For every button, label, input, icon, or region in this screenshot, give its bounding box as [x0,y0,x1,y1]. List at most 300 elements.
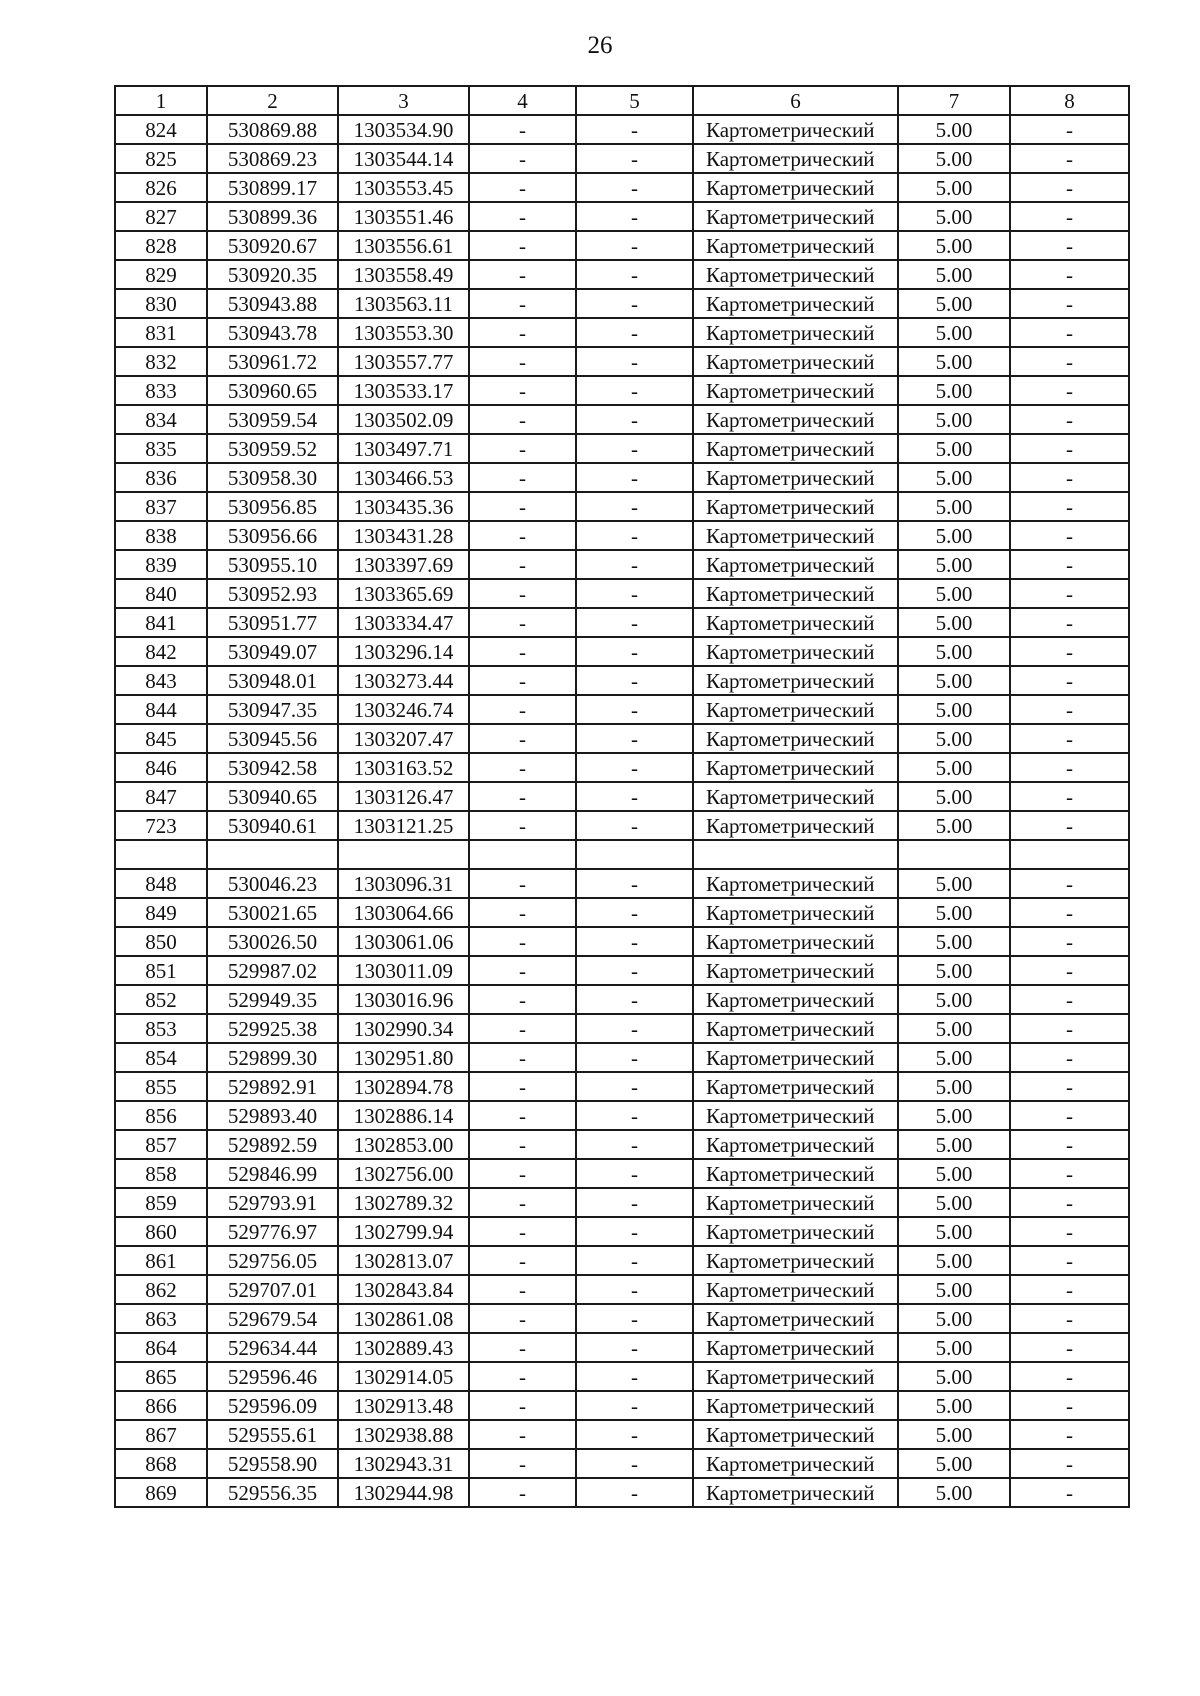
method-cell: Картометрический [693,1391,898,1420]
column-5-cell: - [576,405,693,434]
point-number-cell: 846 [115,753,207,782]
column-5-cell: - [576,1130,693,1159]
y-coordinate-cell: 1302843.84 [338,1275,469,1304]
x-coordinate-cell: 529756.05 [207,1246,338,1275]
column-4-cell: - [469,115,576,144]
y-coordinate-cell: 1303273.44 [338,666,469,695]
point-number-cell: 867 [115,1420,207,1449]
y-coordinate-cell: 1302894.78 [338,1072,469,1101]
column-header: 1 [115,86,207,115]
column-4-cell: - [469,1217,576,1246]
table-row [115,405,1129,434]
table-row [115,115,1129,144]
y-coordinate-cell: 1303016.96 [338,985,469,1014]
table-row [115,521,1129,550]
table-body [115,115,1129,1507]
point-number-cell: 833 [115,376,207,405]
point-number-cell: 863 [115,1304,207,1333]
point-number-cell: 859 [115,1188,207,1217]
column-8-cell: - [1010,1391,1129,1420]
table-row [115,1130,1129,1159]
column-5-cell: - [576,927,693,956]
table-row [115,579,1129,608]
point-number-cell: 831 [115,318,207,347]
accuracy-cell [898,840,1010,869]
point-number-cell: 840 [115,579,207,608]
y-coordinate-cell: 1303553.30 [338,318,469,347]
column-5-cell [576,840,693,869]
accuracy-cell: 5.00 [898,1420,1010,1449]
accuracy-cell: 5.00 [898,463,1010,492]
point-number-cell: 837 [115,492,207,521]
column-4-cell: - [469,724,576,753]
column-5-cell: - [576,608,693,637]
x-coordinate-cell [207,840,338,869]
y-coordinate-cell: 1303207.47 [338,724,469,753]
column-4-cell: - [469,231,576,260]
column-8-cell: - [1010,521,1129,550]
column-4-cell: - [469,1246,576,1275]
y-coordinate-cell: 1302756.00 [338,1159,469,1188]
x-coordinate-cell: 529987.02 [207,956,338,985]
accuracy-cell: 5.00 [898,1333,1010,1362]
column-4-cell: - [469,521,576,550]
table-row [115,492,1129,521]
table-row [115,724,1129,753]
column-8-cell: - [1010,608,1129,637]
table-row [115,1478,1129,1507]
y-coordinate-cell: 1303061.06 [338,927,469,956]
x-coordinate-cell: 529596.09 [207,1391,338,1420]
table-row [115,1072,1129,1101]
x-coordinate-cell: 530947.35 [207,695,338,724]
accuracy-cell: 5.00 [898,492,1010,521]
accuracy-cell: 5.00 [898,811,1010,840]
column-4-cell: - [469,695,576,724]
method-cell: Картометрический [693,811,898,840]
y-coordinate-cell: 1302886.14 [338,1101,469,1130]
accuracy-cell: 5.00 [898,405,1010,434]
accuracy-cell: 5.00 [898,637,1010,666]
method-cell: Картометрический [693,1449,898,1478]
method-cell: Картометрический [693,1014,898,1043]
column-4-cell [469,840,576,869]
column-8-cell: - [1010,376,1129,405]
table-row [115,956,1129,985]
x-coordinate-cell: 530949.07 [207,637,338,666]
accuracy-cell: 5.00 [898,1188,1010,1217]
point-number-cell: 847 [115,782,207,811]
x-coordinate-cell: 529893.40 [207,1101,338,1130]
accuracy-cell: 5.00 [898,579,1010,608]
accuracy-cell: 5.00 [898,521,1010,550]
x-coordinate-cell: 529925.38 [207,1014,338,1043]
column-8-cell: - [1010,869,1129,898]
column-5-cell: - [576,1217,693,1246]
column-5-cell: - [576,434,693,463]
y-coordinate-cell: 1302944.98 [338,1478,469,1507]
column-8-cell: - [1010,927,1129,956]
column-5-cell: - [576,956,693,985]
column-4-cell: - [469,637,576,666]
method-cell: Картометрический [693,434,898,463]
point-number-cell: 860 [115,1217,207,1246]
x-coordinate-cell: 530026.50 [207,927,338,956]
y-coordinate-cell [338,840,469,869]
y-coordinate-cell: 1303334.47 [338,608,469,637]
column-4-cell: - [469,869,576,898]
x-coordinate-cell: 529555.61 [207,1420,338,1449]
x-coordinate-cell: 530869.88 [207,115,338,144]
column-4-cell: - [469,1130,576,1159]
accuracy-cell: 5.00 [898,1159,1010,1188]
point-number-cell: 866 [115,1391,207,1420]
y-coordinate-cell: 1303557.77 [338,347,469,376]
point-number-cell: 861 [115,1246,207,1275]
column-8-cell: - [1010,985,1129,1014]
accuracy-cell: 5.00 [898,115,1010,144]
x-coordinate-cell: 529776.97 [207,1217,338,1246]
table-row [115,608,1129,637]
point-number-cell: 864 [115,1333,207,1362]
column-8-cell: - [1010,289,1129,318]
point-number-cell: 851 [115,956,207,985]
table-row [115,1188,1129,1217]
column-5-cell: - [576,1188,693,1217]
column-8-cell: - [1010,492,1129,521]
column-5-cell: - [576,637,693,666]
x-coordinate-cell: 530899.17 [207,173,338,202]
method-cell: Картометрический [693,1304,898,1333]
column-4-cell: - [469,260,576,289]
column-8-cell: - [1010,434,1129,463]
column-5-cell: - [576,898,693,927]
accuracy-cell: 5.00 [898,1014,1010,1043]
method-cell: Картометрический [693,666,898,695]
x-coordinate-cell: 530920.35 [207,260,338,289]
column-header: 4 [469,86,576,115]
method-cell [693,840,898,869]
y-coordinate-cell: 1303163.52 [338,753,469,782]
point-number-cell: 826 [115,173,207,202]
column-5-cell: - [576,376,693,405]
x-coordinate-cell: 529892.91 [207,1072,338,1101]
column-4-cell: - [469,463,576,492]
column-5-cell: - [576,1014,693,1043]
accuracy-cell: 5.00 [898,1130,1010,1159]
point-number-cell: 841 [115,608,207,637]
column-8-cell: - [1010,1043,1129,1072]
point-number-cell: 850 [115,927,207,956]
table-row [115,173,1129,202]
column-8-cell: - [1010,1362,1129,1391]
method-cell: Картометрический [693,782,898,811]
y-coordinate-cell: 1303563.11 [338,289,469,318]
column-8-cell: - [1010,1304,1129,1333]
x-coordinate-cell: 530956.85 [207,492,338,521]
column-5-cell: - [576,1478,693,1507]
y-coordinate-cell: 1303126.47 [338,782,469,811]
y-coordinate-cell: 1302853.00 [338,1130,469,1159]
table-row [115,1449,1129,1478]
column-8-cell: - [1010,1420,1129,1449]
column-4-cell: - [469,1101,576,1130]
x-coordinate-cell: 530945.56 [207,724,338,753]
accuracy-cell: 5.00 [898,144,1010,173]
table-row [115,1217,1129,1246]
column-8-cell: - [1010,260,1129,289]
point-number-cell: 844 [115,695,207,724]
column-5-cell: - [576,115,693,144]
column-4-cell: - [469,376,576,405]
method-cell: Картометрический [693,1130,898,1159]
column-4-cell: - [469,1362,576,1391]
x-coordinate-cell: 530961.72 [207,347,338,376]
table-row [115,898,1129,927]
point-number-cell: 830 [115,289,207,318]
table-row [115,376,1129,405]
table-row [115,840,1129,869]
table-row [115,1159,1129,1188]
column-5-cell: - [576,1449,693,1478]
y-coordinate-cell: 1303534.90 [338,115,469,144]
point-number-cell: 849 [115,898,207,927]
column-5-cell: - [576,811,693,840]
method-cell: Картометрический [693,521,898,550]
method-cell: Картометрический [693,608,898,637]
method-cell: Картометрический [693,1333,898,1362]
column-5-cell: - [576,463,693,492]
table-row [115,144,1129,173]
y-coordinate-cell: 1303435.36 [338,492,469,521]
x-coordinate-cell: 530958.30 [207,463,338,492]
y-coordinate-cell: 1302789.32 [338,1188,469,1217]
point-number-cell: 825 [115,144,207,173]
column-8-cell: - [1010,1159,1129,1188]
column-8-cell: - [1010,1188,1129,1217]
method-cell: Картометрический [693,550,898,579]
table-row [115,318,1129,347]
y-coordinate-cell: 1302889.43 [338,1333,469,1362]
table-row [115,260,1129,289]
column-5-cell: - [576,1043,693,1072]
method-cell: Картометрический [693,1246,898,1275]
column-5-cell: - [576,289,693,318]
point-number-cell: 852 [115,985,207,1014]
x-coordinate-cell: 529558.90 [207,1449,338,1478]
column-8-cell: - [1010,1449,1129,1478]
accuracy-cell: 5.00 [898,956,1010,985]
column-4-cell: - [469,1420,576,1449]
y-coordinate-cell: 1303365.69 [338,579,469,608]
column-8-cell: - [1010,637,1129,666]
x-coordinate-cell: 529679.54 [207,1304,338,1333]
column-4-cell: - [469,1072,576,1101]
column-8-cell: - [1010,1072,1129,1101]
x-coordinate-cell: 529793.91 [207,1188,338,1217]
column-5-cell: - [576,985,693,1014]
column-8-cell: - [1010,347,1129,376]
column-4-cell: - [469,608,576,637]
point-number-cell: 827 [115,202,207,231]
x-coordinate-cell: 530951.77 [207,608,338,637]
point-number-cell: 862 [115,1275,207,1304]
y-coordinate-cell: 1302861.08 [338,1304,469,1333]
method-cell: Картометрический [693,985,898,1014]
column-8-cell: - [1010,173,1129,202]
x-coordinate-cell: 529892.59 [207,1130,338,1159]
column-8-cell: - [1010,144,1129,173]
column-header: 2 [207,86,338,115]
column-8-cell: - [1010,1217,1129,1246]
column-8-cell: - [1010,1246,1129,1275]
method-cell: Картометрический [693,1159,898,1188]
column-header: 7 [898,86,1010,115]
x-coordinate-cell: 530046.23 [207,869,338,898]
column-5-cell: - [576,347,693,376]
column-5-cell: - [576,1246,693,1275]
column-4-cell: - [469,1043,576,1072]
accuracy-cell: 5.00 [898,202,1010,231]
method-cell: Картометрический [693,376,898,405]
x-coordinate-cell: 529949.35 [207,985,338,1014]
table-row [115,666,1129,695]
point-number-cell: 829 [115,260,207,289]
accuracy-cell: 5.00 [898,1217,1010,1246]
y-coordinate-cell: 1302990.34 [338,1014,469,1043]
accuracy-cell: 5.00 [898,1449,1010,1478]
column-5-cell: - [576,1333,693,1362]
table-row [115,695,1129,724]
y-coordinate-cell: 1302938.88 [338,1420,469,1449]
column-5-cell: - [576,666,693,695]
accuracy-cell: 5.00 [898,550,1010,579]
method-cell: Картометрический [693,1478,898,1507]
accuracy-cell: 5.00 [898,1101,1010,1130]
x-coordinate-cell: 530943.78 [207,318,338,347]
column-4-cell: - [469,492,576,521]
table-row [115,1101,1129,1130]
table-row [115,231,1129,260]
column-4-cell: - [469,898,576,927]
column-5-cell: - [576,492,693,521]
accuracy-cell: 5.00 [898,1043,1010,1072]
method-cell: Картометрический [693,289,898,318]
column-5-cell: - [576,318,693,347]
x-coordinate-cell: 530959.52 [207,434,338,463]
table-row [115,1275,1129,1304]
column-8-cell: - [1010,1101,1129,1130]
x-coordinate-cell: 530942.58 [207,753,338,782]
table-row [115,637,1129,666]
accuracy-cell: 5.00 [898,434,1010,463]
column-4-cell: - [469,1449,576,1478]
y-coordinate-cell: 1302951.80 [338,1043,469,1072]
method-cell: Картометрический [693,492,898,521]
column-8-cell: - [1010,1275,1129,1304]
method-cell: Картометрический [693,695,898,724]
column-5-cell: - [576,144,693,173]
column-8-cell: - [1010,1478,1129,1507]
column-8-cell: - [1010,956,1129,985]
method-cell: Картометрический [693,347,898,376]
x-coordinate-cell: 530960.65 [207,376,338,405]
y-coordinate-cell: 1303502.09 [338,405,469,434]
table-header-row [115,86,1129,115]
y-coordinate-cell: 1302914.05 [338,1362,469,1391]
column-4-cell: - [469,289,576,318]
column-8-cell: - [1010,811,1129,840]
column-header: 3 [338,86,469,115]
y-coordinate-cell: 1303431.28 [338,521,469,550]
point-number-cell: 828 [115,231,207,260]
accuracy-cell: 5.00 [898,985,1010,1014]
accuracy-cell: 5.00 [898,1304,1010,1333]
accuracy-cell: 5.00 [898,347,1010,376]
column-5-cell: - [576,231,693,260]
column-5-cell: - [576,695,693,724]
point-number-cell: 854 [115,1043,207,1072]
table-row [115,869,1129,898]
column-4-cell: - [469,550,576,579]
accuracy-cell: 5.00 [898,289,1010,318]
column-5-cell: - [576,1159,693,1188]
column-8-cell: - [1010,753,1129,782]
x-coordinate-cell: 530920.67 [207,231,338,260]
accuracy-cell: 5.00 [898,869,1010,898]
column-5-cell: - [576,1275,693,1304]
x-coordinate-cell: 530948.01 [207,666,338,695]
y-coordinate-cell: 1303296.14 [338,637,469,666]
column-8-cell: - [1010,898,1129,927]
column-5-cell: - [576,1304,693,1333]
x-coordinate-cell: 529707.01 [207,1275,338,1304]
column-5-cell: - [576,869,693,898]
column-5-cell: - [576,202,693,231]
y-coordinate-cell: 1303556.61 [338,231,469,260]
point-number-cell: 839 [115,550,207,579]
column-8-cell [1010,840,1129,869]
method-cell: Картометрический [693,753,898,782]
accuracy-cell: 5.00 [898,1275,1010,1304]
x-coordinate-cell: 529846.99 [207,1159,338,1188]
method-cell: Картометрический [693,405,898,434]
y-coordinate-cell: 1303121.25 [338,811,469,840]
table-row [115,1391,1129,1420]
column-8-cell: - [1010,231,1129,260]
x-coordinate-cell: 530959.54 [207,405,338,434]
column-4-cell: - [469,1014,576,1043]
method-cell: Картометрический [693,579,898,608]
point-number-cell: 868 [115,1449,207,1478]
column-8-cell: - [1010,318,1129,347]
x-coordinate-cell: 530869.23 [207,144,338,173]
table-row [115,1043,1129,1072]
method-cell: Картометрический [693,869,898,898]
table-row [115,1420,1129,1449]
point-number-cell: 723 [115,811,207,840]
column-8-cell: - [1010,115,1129,144]
column-5-cell: - [576,1391,693,1420]
table-row [115,1362,1129,1391]
point-number-cell [115,840,207,869]
y-coordinate-cell: 1302799.94 [338,1217,469,1246]
method-cell: Картометрический [693,1188,898,1217]
method-cell: Картометрический [693,1043,898,1072]
method-cell: Картометрический [693,1072,898,1101]
point-number-cell: 824 [115,115,207,144]
x-coordinate-cell: 529634.44 [207,1333,338,1362]
